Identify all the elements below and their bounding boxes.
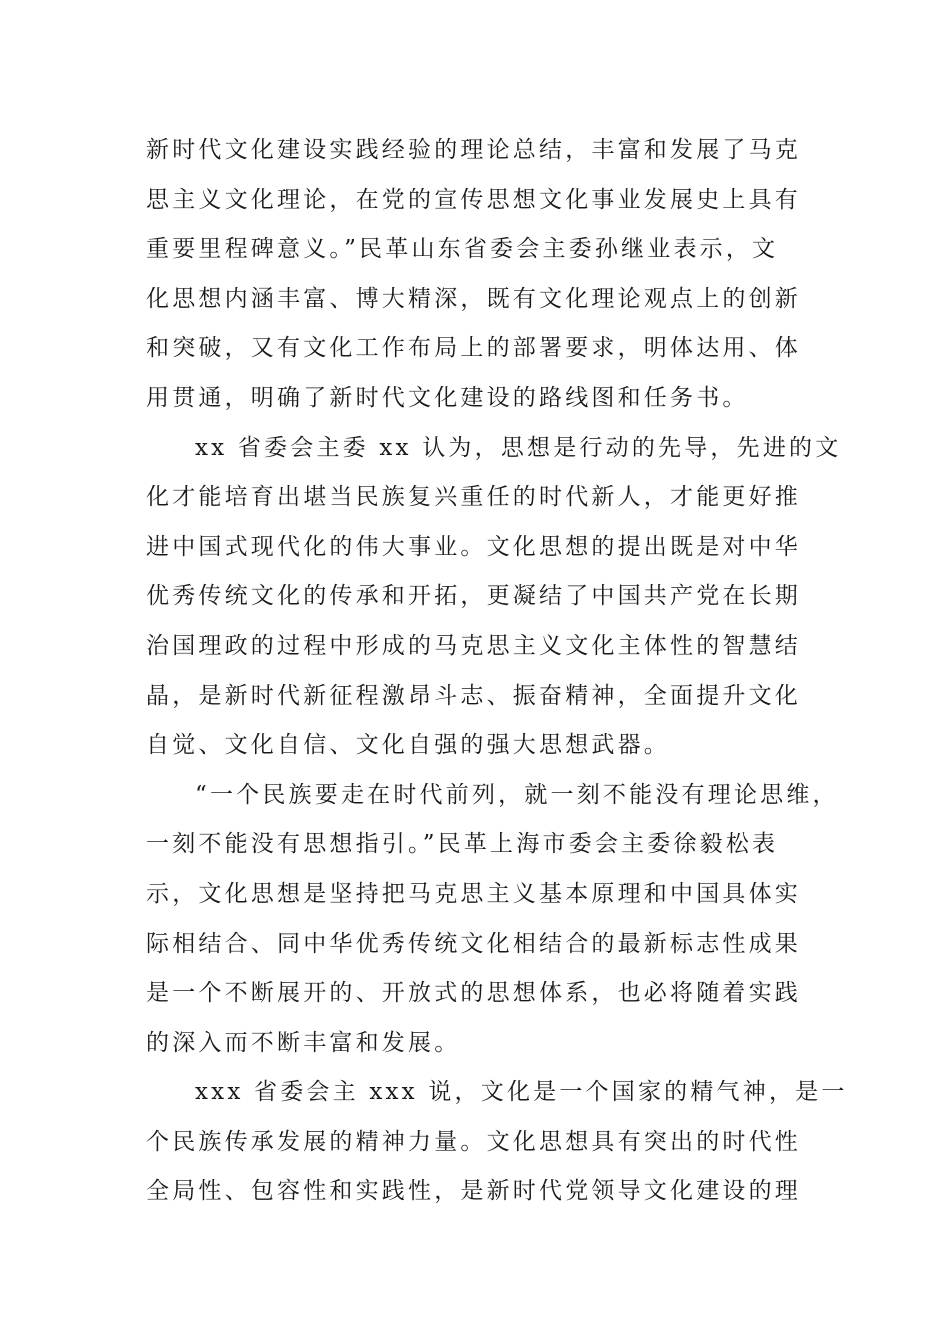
text-line: 一刻不能没有思想指引。”民革上海市委会主委徐毅松表 [146, 831, 779, 858]
text-line: 用贯通，明确了新时代文化建设的路线图和任务书。 [146, 384, 749, 411]
paragraph-start-line: xxx 省委会主 xxx 说，文化是一个国家的精气神，是一 [195, 1079, 848, 1106]
text-line: 新时代文化建设实践经验的理论总结，丰富和发展了马克 [146, 137, 801, 163]
text-line: 化思想内涵丰富、博大精深，既有文化理论观点上的创新 [146, 285, 801, 312]
text-line: 的深入而不断丰富和发展。 [146, 1029, 461, 1056]
text-line: 和突破，又有文化工作布局上的部署要求，明体达用、体 [146, 335, 801, 362]
document-body [146, 126, 848, 1217]
text-line: 际相结合、同中华优秀传统文化相结合的最新标志性成果 [146, 930, 801, 957]
paragraph-start-line: xx 省委会主委 xx 认为，思想是行动的先导，先进的文 [195, 434, 842, 461]
text-line: 治国理政的过程中形成的马克思主义文化主体性的智慧结 [146, 632, 801, 659]
paragraph-start-line: “一个民族要走在时代前列，就一刻不能没有理论思维， [195, 781, 839, 808]
text-line: 优秀传统文化的传承和开拓，更凝结了中国共产党在长期 [146, 583, 801, 610]
text-line: 自觉、文化自信、文化自强的强大思想武器。 [146, 732, 670, 759]
text-line: 思主义文化理论，在党的宣传思想文化事业发展史上具有 [146, 186, 801, 213]
text-line: 是一个不断展开的、开放式的思想体系，也必将随着实践 [146, 980, 801, 1007]
text-line: 示，文化思想是坚持把马克思主义基本原理和中国具体实 [146, 880, 801, 907]
text-line: 个民族传承发展的精神力量。文化思想具有突出的时代性 [146, 1128, 801, 1155]
text-line: 全局性、包容性和实践性，是新时代党领导文化建设的理 [146, 1178, 801, 1205]
text-line: 晶，是新时代新征程激昂斗志、振奋精神，全面提升文化 [146, 682, 801, 709]
text-line: 重要里程碑意义。”民革山东省委会主委孙继业表示，文 [146, 236, 779, 263]
text-line: 化才能培育出堪当民族复兴重任的时代新人，才能更好推 [146, 484, 801, 511]
text-line: 进中国式现代化的伟大事业。文化思想的提出既是对中华 [146, 533, 801, 560]
